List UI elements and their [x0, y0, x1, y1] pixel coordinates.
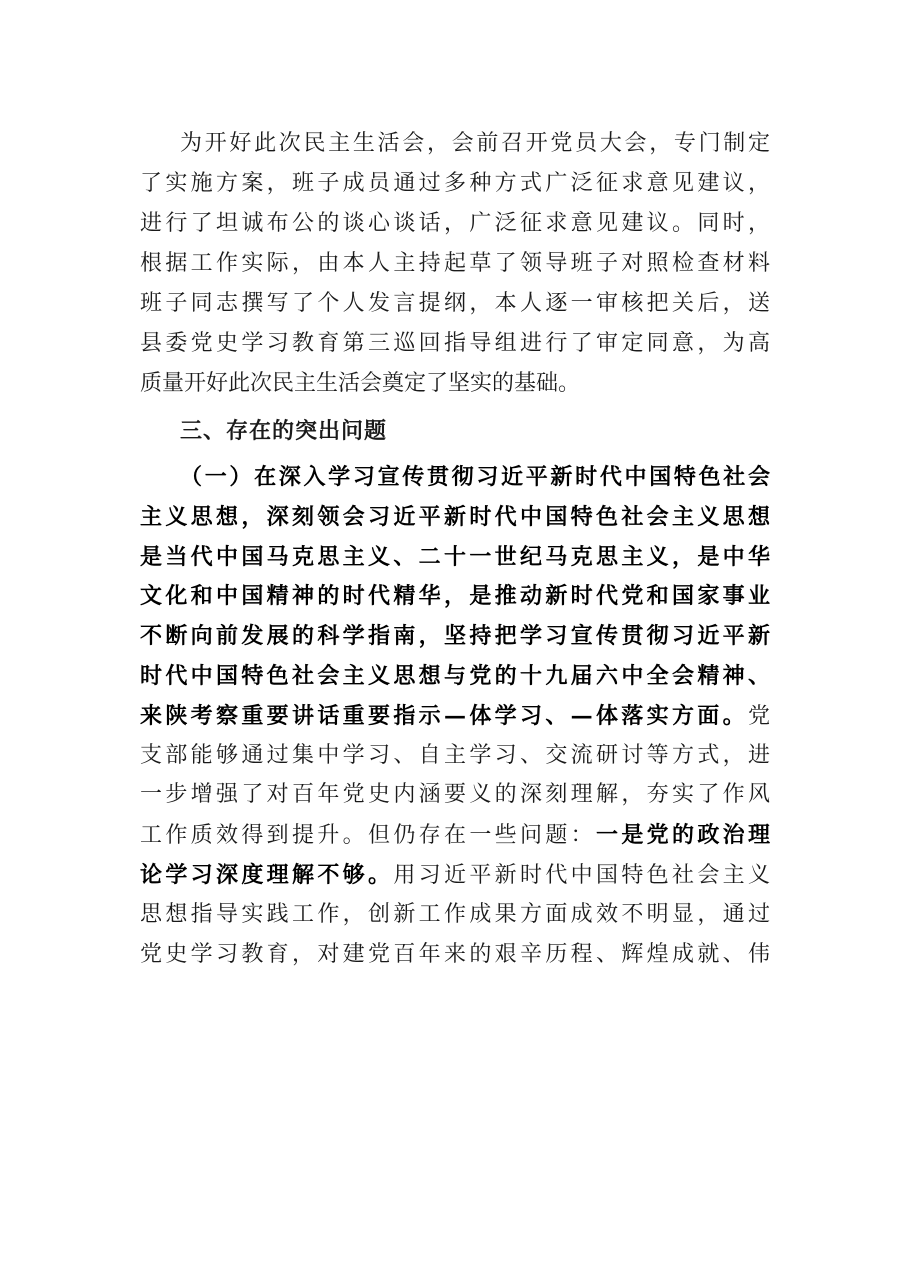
text-line: 一步增强了对百年党史内涵要义的深刻理解，夯实了作风: [140, 782, 770, 808]
text-line: 县委党史学习教育第三巡回指导组进行了审定同意，为高: [140, 331, 770, 356]
bold-text-line: 是当代中国马克思主义、二十一世纪马克思主义，是中华: [140, 543, 770, 570]
paragraph-meeting-preparation: [140, 124, 770, 404]
normal-run: 用习近平新时代中国特色社会主义: [393, 862, 770, 888]
text-line: 了实施方案，班子成员通过多种方式广泛征求意见建议，: [140, 171, 770, 196]
bold-text-line: 主义思想，深刻领会习近平新时代中国特色社会主义思想: [140, 503, 770, 530]
section-heading: 三、存在的突出问题: [180, 418, 388, 444]
text-line: 思想指导实践工作，创新工作成果方面成效不明显，通过: [140, 901, 770, 927]
normal-run: 党: [747, 703, 770, 729]
bold-text-line: （一）在深入学习宣传贯彻习近平新时代中国特色社会: [180, 464, 770, 490]
document-body: [140, 124, 770, 974]
bold-text-line: 不断向前发展的科学指南，坚持把学习宣传贯彻习近平新: [140, 623, 770, 650]
text-line: 为开好此次民主生活会，会前召开党员大会，专门制定: [180, 131, 770, 156]
text-line: 班子同志撰写了个人发言提纲，本人逐一审核把关后，送: [140, 291, 770, 316]
text-line: 质量开好此次民主生活会奠定了坚实的基础。: [140, 371, 581, 396]
text-line: 支部能够通过集中学习、自主学习、交流研讨等方式，进: [140, 742, 770, 768]
mixed-text-line: [140, 696, 770, 736]
bold-run: 来陕考察重要讲话重要指示—体学习、—体落实方面。: [140, 702, 748, 729]
text-line: 根据工作实际，由本人主持起草了领导班子对照检查材料: [140, 251, 770, 276]
bold-text-line: 时代中国特色社会主义思想与党的十九届六中全会精神、: [140, 662, 770, 689]
mixed-text-line: [140, 815, 770, 855]
bold-text-line: 文化和中国精神的时代精华，是推动新时代党和国家事业: [140, 583, 770, 610]
text-line: 党史学习教育，对建党百年来的艰辛历程、辉煌成就、伟: [140, 941, 770, 967]
bold-run: 一是党的政治理: [595, 822, 770, 849]
bold-run: 论学习深度理解不够。: [140, 861, 394, 888]
section-one: [140, 457, 770, 974]
text-line: 进行了坦诚布公的谈心谈话，广泛征求意见建议。同时，: [140, 211, 770, 236]
normal-run: 工作质效得到提升。但仍存在一些问题：: [140, 823, 596, 849]
mixed-text-line: [140, 855, 770, 895]
